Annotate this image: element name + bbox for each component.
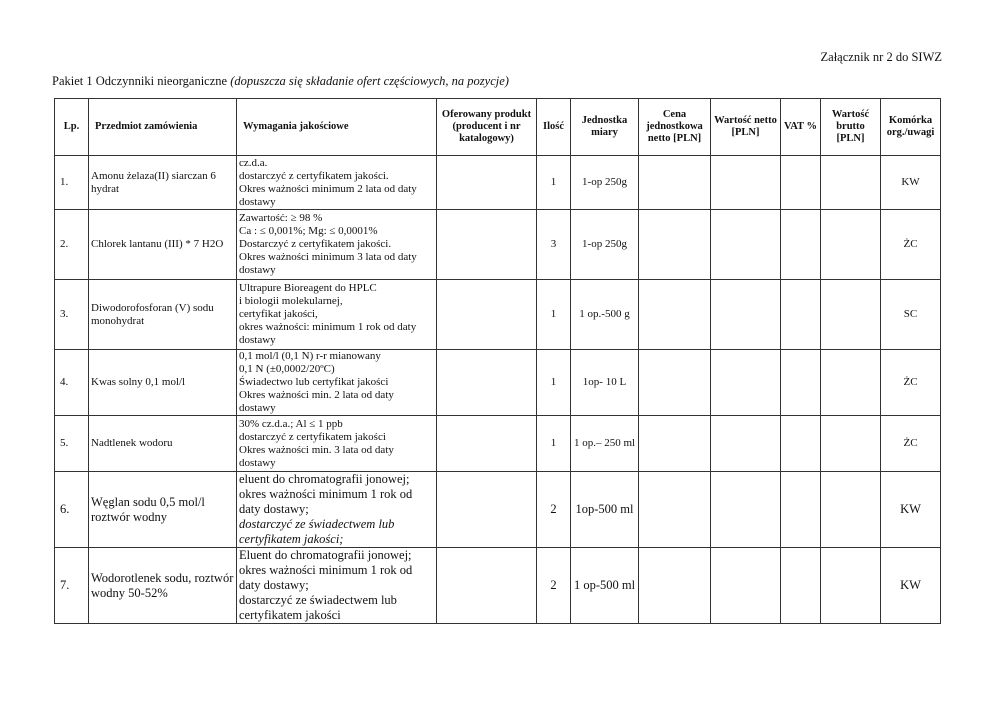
cell-org: KW <box>881 156 941 210</box>
requirement-line: dostawy <box>239 456 276 469</box>
cell-unit: 1 op.-500 g <box>571 280 639 350</box>
cell-org: KW <box>881 472 941 548</box>
cell-item: Węglan sodu 0,5 mol/l roztwór wodny <box>89 472 237 548</box>
requirement-line: dostarczyć ze świadectwem lub <box>239 593 397 607</box>
col-gross-value: Wartość brutto [PLN] <box>821 99 881 156</box>
requirement-line: certyfikatem jakości <box>239 608 341 622</box>
col-unit-price: Cena jednostkowa netto [PLN] <box>639 99 711 156</box>
requirement-line: daty dostawy; <box>239 578 309 592</box>
cell-net-value <box>711 548 781 624</box>
cell-lp: 5. <box>55 416 89 472</box>
tender-table <box>54 98 941 624</box>
package-title: Pakiet 1 Odczynniki nieorganiczne <box>52 74 231 88</box>
cell-org: ŻC <box>881 350 941 416</box>
cell-offered <box>437 156 537 210</box>
cell-item: Amonu żelaza(II) siarczan 6 hydrat <box>89 156 237 210</box>
requirement-line: eluent do chromatografii jonowej; <box>239 472 410 486</box>
cell-unit-price <box>639 416 711 472</box>
cell-unit-price <box>639 350 711 416</box>
table-row <box>55 156 941 210</box>
cell-gross-value <box>821 280 881 350</box>
annex-label: Załącznik nr 2 do SIWZ <box>820 50 942 64</box>
cell-unit: 1op-500 ml <box>571 472 639 548</box>
cell-item: Wodorotlenek sodu, roztwór wodny 50-52% <box>89 548 237 624</box>
cell-gross-value <box>821 350 881 416</box>
cell-org: ŻC <box>881 416 941 472</box>
cell-net-value <box>711 472 781 548</box>
cell-net-value <box>711 156 781 210</box>
cell-requirements <box>237 280 437 350</box>
cell-unit-price <box>639 548 711 624</box>
requirement-line: okres ważności minimum 1 rok od <box>239 487 413 501</box>
cell-requirements <box>237 350 437 416</box>
cell-offered <box>437 210 537 280</box>
table-row <box>55 210 941 280</box>
table-row <box>55 280 941 350</box>
cell-net-value <box>711 210 781 280</box>
package-heading <box>52 74 509 89</box>
col-requirements: Wymagania jakościowe <box>237 99 437 156</box>
cell-requirements <box>237 210 437 280</box>
requirement-line: dostawy <box>239 402 276 414</box>
requirement-line: i biologii molekularnej, <box>239 295 343 307</box>
cell-qty: 2 <box>537 548 571 624</box>
col-cell: Komórka org./uwagi <box>881 99 941 156</box>
col-item: Przedmiot zamówienia <box>89 99 237 156</box>
requirement-line: Świadectwo lub certyfikat jakości <box>239 376 389 388</box>
cell-gross-value <box>821 156 881 210</box>
cell-org: KW <box>881 548 941 624</box>
cell-item: Nadtlenek wodoru <box>89 416 237 472</box>
table-row <box>55 416 941 472</box>
cell-qty: 1 <box>537 350 571 416</box>
col-qty: Ilość <box>537 99 571 156</box>
cell-qty: 1 <box>537 416 571 472</box>
package-note: (dopuszcza się składanie ofert częściowych, na pozycje) <box>230 74 509 88</box>
cell-item: Chlorek lantanu (III) * 7 H2O <box>89 210 237 280</box>
cell-unit: 1 op.– 250 ml <box>571 416 639 472</box>
col-unit: Jednostka miary <box>571 99 639 156</box>
cell-lp: 6. <box>55 472 89 548</box>
requirement-line: dostarczyć z certyfikatem jakości <box>239 430 386 443</box>
cell-org: SC <box>881 280 941 350</box>
cell-offered <box>437 472 537 548</box>
requirement-line: dostawy <box>239 264 276 276</box>
cell-qty: 3 <box>537 210 571 280</box>
col-lp: Lp. <box>55 99 89 156</box>
cell-vat <box>781 280 821 350</box>
cell-offered <box>437 280 537 350</box>
cell-requirements <box>237 548 437 624</box>
cell-org: ŻC <box>881 210 941 280</box>
requirement-line: Okres ważności min. 2 lata od daty <box>239 389 394 401</box>
cell-unit: 1op- 10 L <box>571 350 639 416</box>
cell-vat <box>781 416 821 472</box>
requirement-line: Ultrapure Bioreagent do HPLC <box>239 282 377 294</box>
cell-vat <box>781 156 821 210</box>
cell-unit: 1 op-500 ml <box>571 548 639 624</box>
requirement-line: daty dostawy; <box>239 502 309 516</box>
cell-unit: 1-op 250g <box>571 156 639 210</box>
requirement-line: 30% cz.d.a.; Al ≤ 1 ppb <box>239 417 343 430</box>
cell-net-value <box>711 350 781 416</box>
requirement-line: Ca : ≤ 0,001%; Mg: ≤ 0,0001% <box>239 225 378 237</box>
cell-requirements <box>237 416 437 472</box>
cell-net-value <box>711 280 781 350</box>
requirement-line: okres ważności: minimum 1 rok od daty <box>239 321 417 333</box>
cell-lp: 4. <box>55 350 89 416</box>
cell-gross-value <box>821 472 881 548</box>
cell-gross-value <box>821 548 881 624</box>
table-header-row <box>55 99 941 156</box>
cell-vat <box>781 210 821 280</box>
cell-unit-price <box>639 280 711 350</box>
requirement-line: okres ważności minimum 1 rok od <box>239 563 413 577</box>
cell-offered <box>437 548 537 624</box>
cell-requirements <box>237 472 437 548</box>
requirement-line: dostawy <box>239 334 276 346</box>
cell-net-value <box>711 416 781 472</box>
cell-vat <box>781 548 821 624</box>
requirement-line-italic: dostarczyć ze świadectwem lub <box>239 517 395 531</box>
cell-qty: 1 <box>537 156 571 210</box>
table-row <box>55 350 941 416</box>
cell-vat <box>781 350 821 416</box>
cell-qty: 1 <box>537 280 571 350</box>
col-net-value: Wartość netto [PLN] <box>711 99 781 156</box>
col-vat: VAT % <box>781 99 821 156</box>
cell-unit: 1-op 250g <box>571 210 639 280</box>
requirement-line: 0,1 N (±0,0002/20ºC) <box>239 363 335 375</box>
requirement-line: cz.d.a. <box>239 156 268 169</box>
cell-lp: 2. <box>55 210 89 280</box>
requirement-line: Zawartość: ≥ 98 % <box>239 212 323 224</box>
cell-vat <box>781 472 821 548</box>
requirement-line-italic: certyfikatem jakości; <box>239 532 344 546</box>
cell-lp: 7. <box>55 548 89 624</box>
cell-unit-price <box>639 210 711 280</box>
cell-lp: 1. <box>55 156 89 210</box>
table-row <box>55 548 941 624</box>
requirement-line: certyfikat jakości, <box>239 308 318 320</box>
cell-offered <box>437 416 537 472</box>
cell-unit-price <box>639 156 711 210</box>
cell-unit-price <box>639 472 711 548</box>
cell-gross-value <box>821 210 881 280</box>
requirement-line: dostawy <box>239 195 276 208</box>
cell-gross-value <box>821 416 881 472</box>
cell-requirements <box>237 156 437 210</box>
cell-item: Diwodorofosforan (V) sodu monohydrat <box>89 280 237 350</box>
cell-qty: 2 <box>537 472 571 548</box>
requirement-line: Okres ważności minimum 3 lata od daty <box>239 251 417 263</box>
requirement-line: Dostarczyć z certyfikatem jakości. <box>239 238 392 250</box>
col-offered: Oferowany produkt (producent i nr katalogowy) <box>437 99 537 156</box>
table-row <box>55 472 941 548</box>
cell-lp: 3. <box>55 280 89 350</box>
requirement-line: Eluent do chromatografii jonowej; <box>239 548 412 562</box>
requirement-line: Okres ważności minimum 2 lata od daty <box>239 182 417 195</box>
requirement-line: dostarczyć z certyfikatem jakości. <box>239 169 389 182</box>
requirement-line: Okres ważności min. 3 lata od daty <box>239 443 394 456</box>
cell-item: Kwas solny 0,1 mol/l <box>89 350 237 416</box>
cell-offered <box>437 350 537 416</box>
requirement-line: 0,1 mol/l (0,1 N) r-r mianowany <box>239 350 381 362</box>
